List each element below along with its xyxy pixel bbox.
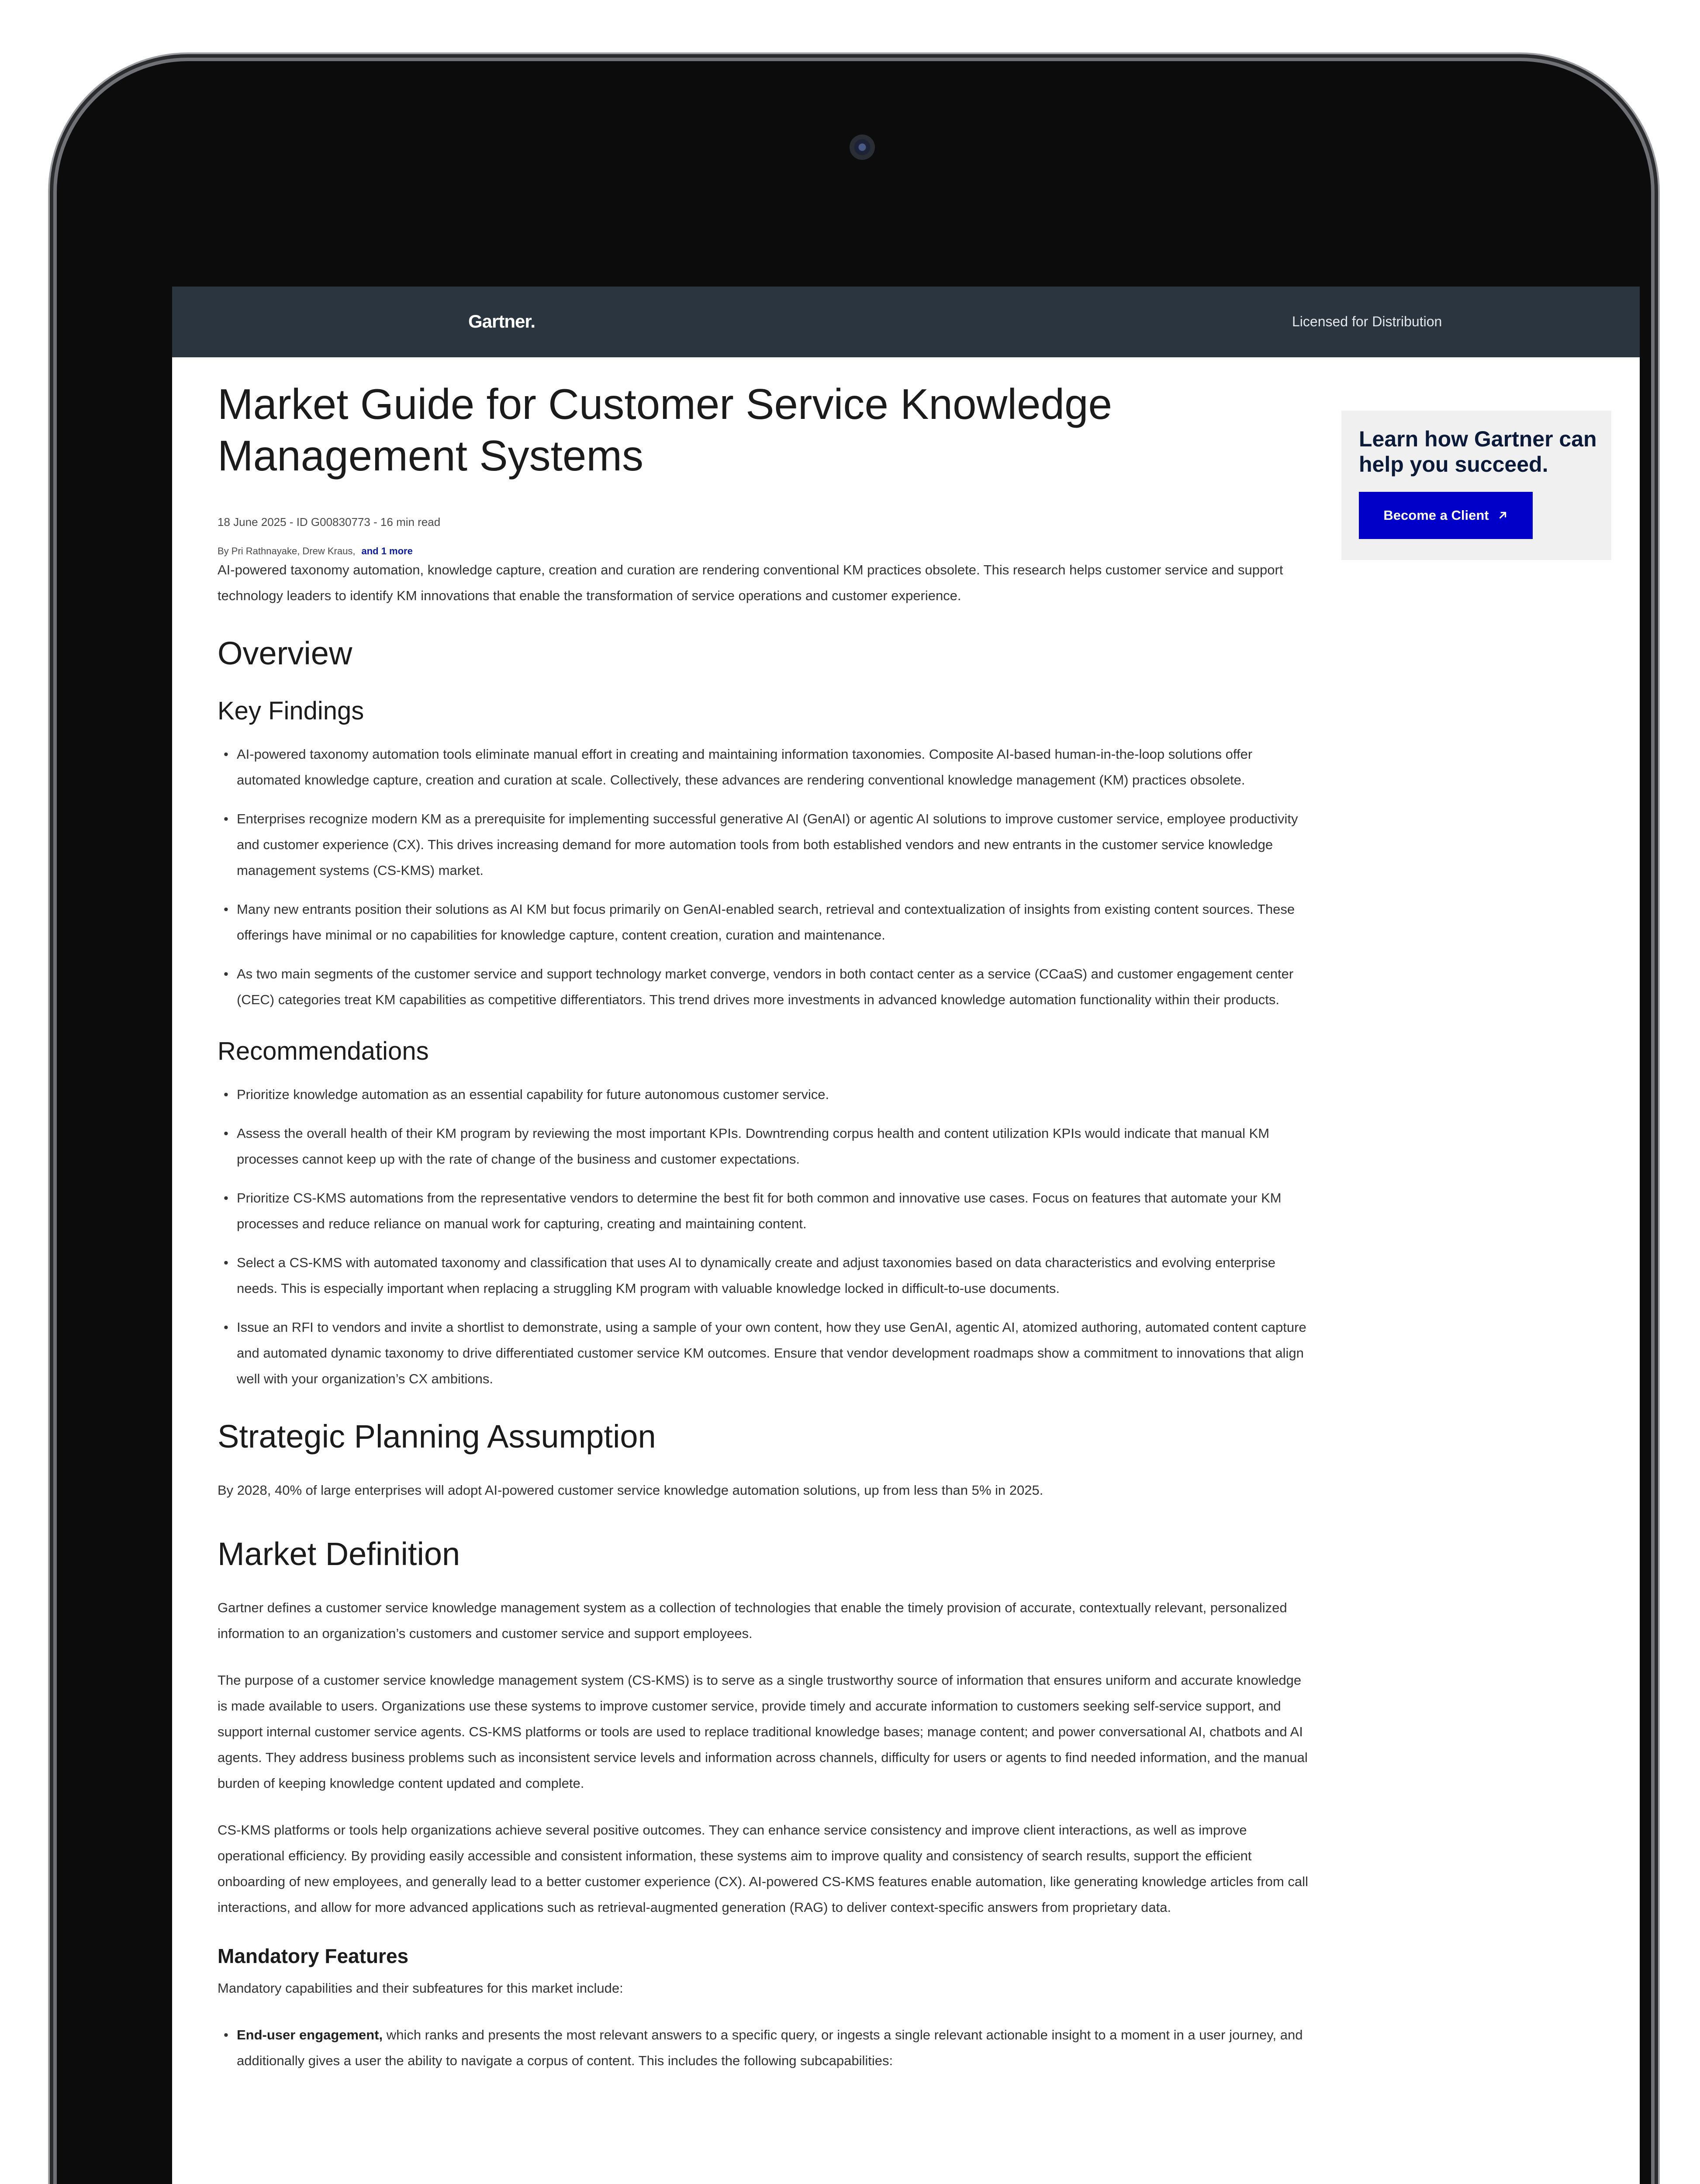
browser-screen — [172, 287, 1640, 2184]
article — [218, 378, 1310, 2087]
more-authors-link[interactable]: and 1 more — [361, 546, 413, 556]
mandatory-intro: Mandatory capabilities and their subfeatures for this market include: — [218, 1980, 623, 1996]
arrow-up-right-icon — [1497, 510, 1508, 521]
key-findings-heading: Key Findings — [218, 697, 364, 725]
spa-text: By 2028, 40% of large enterprises will adopt AI-powered customer service knowledge automation solutions, up from less than 5% in 2025. — [218, 1482, 1043, 1498]
license-text: Licensed for Distribution — [1292, 314, 1442, 329]
feature-description: which ranks and presents the most relevant answers to a specific query, or ingests a single relevant actionable insight to a moment in a user journey, and additionally gives a user the ability to navigate a corpus of content. This includes the following subcapabilities: — [237, 2027, 1303, 2068]
list-item: • Issue an RFI to vendors and invite a shortlist to demonstrate, using a sample of your own content, how they use GenAI, agentic AI, atomized authoring, automated content capture and automated dynamic taxonomy to drive differentiated customer service KM outcomes. Ensure that vendor development roadmaps show a commitment to innovations that align well with your organization’s CX ambitions. — [218, 1314, 1310, 1392]
list-item: • Prioritize knowledge automation as an essential capability for future autonomous customer service. — [218, 1082, 1310, 1107]
market-definition-paragraph: Gartner defines a customer service knowledge management system as a collection of technologies that enable the timely provision of accurate, contextually relevant, personalized information to an organization’s customers and customer service and support employees. — [218, 1600, 1287, 1641]
camera-icon — [850, 135, 875, 160]
list-item: • Select a CS-KMS with automated taxonomy and classification that uses AI to dynamically create and adjust taxonomies based on data characteristics and evolving enterprise needs. This is especially important when replacing a struggling KM program with valuable knowledge locked in difficult-to-use documents. — [218, 1250, 1310, 1301]
feature-name: End-user engagement, — [237, 2027, 383, 2042]
gartner-logo[interactable]: Gartner. — [468, 311, 536, 332]
cta-label: Become a Client — [1383, 508, 1489, 523]
authors-text: By Pri Rathnayake, Drew Kraus, — [218, 546, 356, 556]
list-item: • Enterprises recognize modern KM as a prerequisite for implementing successful generative AI (GenAI) or agentic AI solutions to improve customer service, employee productivity and customer experience (CX). This drives increasing demand for more automation tools from both established vendors and new entrants in the customer service knowledge management systems (CS-KMS) market. — [218, 806, 1310, 883]
list-item: • Assess the overall health of their KM program by reviewing the most important KPIs. Downtrending corpus health and content utilization KPIs would indicate that manual KM processes cannot keep up with the rate of change of the business and customer expectations. — [218, 1120, 1310, 1172]
article-authors — [218, 546, 1310, 557]
become-client-button[interactable] — [1359, 492, 1533, 539]
market-definition-paragraph: CS-KMS platforms or tools help organizations achieve several positive outcomes. They can enhance service consistency and improve client interactions, as well as improve operational efficiency. By providing easily accessible and consistent information, these systems aim to improve quality and consistency of search results, support the efficient onboarding of new employees, and generally lead to a better customer experience (CX). AI-powered CS-KMS features enable automation, like generating knowledge articles from call interactions, and allow for more advanced applications such as retrieval-augmented generation (RAG) to deliver context-specific answers from proprietary data. — [218, 1822, 1308, 1915]
mandatory-features-list — [218, 2022, 1310, 2073]
overview-heading: Overview — [218, 635, 352, 671]
page-title: Market Guide for Customer Service Knowledge Management Systems — [218, 380, 1112, 480]
cta-sidebar — [1341, 411, 1611, 560]
sidebar-title: Learn how Gartner can help you succeed. — [1359, 427, 1597, 477]
list-item: • AI-powered taxonomy automation tools eliminate manual effort in creating and maintaining information taxonomies. Composite AI-based human-in-the-loop solutions offer automated knowledge capture, creation and curation at scale. Collectively, these advances are rendering conventional knowledge management (KM) practices obsolete. — [218, 741, 1310, 793]
spa-heading: Strategic Planning Assumption — [218, 1418, 656, 1455]
mandatory-features-heading: Mandatory Features — [218, 1945, 409, 1967]
site-header — [172, 287, 1640, 357]
list-item — [218, 2022, 1310, 2073]
article-summary: AI-powered taxonomy automation, knowledge capture, creation and curation are rendering conventional KM practices obsolete. This research helps customer service and support technology leaders to identify KM innovations that enable the transformation of service operations and customer experience. — [218, 562, 1283, 603]
list-item: • Many new entrants position their solutions as AI KM but focus primarily on GenAI-enabled search, retrieval and contextualization of insights from existing content sources. These offerings have minimal or no capabilities for knowledge capture, content creation, curation and maintenance. — [218, 896, 1310, 948]
market-definition-paragraph: The purpose of a customer service knowledge management system (CS-KMS) is to serve as a single trustworthy source of information that ensures uniform and accurate knowledge is made available to users. Organizations use these systems to improve customer service, provide timely and accurate information to customers seeking self-service support, and support internal customer service agents. CS-KMS platforms or tools are used to replace traditional knowledge bases; manage content; and power conversational AI, chatbots and AI agents. They address business problems such as inconsistent service levels and information across channels, difficulty for users or agents to find needed information, and the manual burden of keeping knowledge content updated and complete. — [218, 1673, 1308, 1791]
list-item: • Prioritize CS-KMS automations from the representative vendors to determine the best fit for both common and innovative use cases. Focus on features that automate your KM processes and reduce reliance on manual work for capturing, creating and maintaining content. — [218, 1185, 1310, 1237]
recommendations-list — [218, 1082, 1310, 1392]
market-definition-heading: Market Definition — [218, 1536, 460, 1572]
list-item: • As two main segments of the customer service and support technology market converge, vendors in both contact center as a service (CCaaS) and customer engagement center (CEC) categories treat KM capabilities as competitive differentiators. This trend drives more investments in advanced knowledge automation functionality within their products. — [218, 961, 1310, 1013]
key-findings-list — [218, 741, 1310, 1013]
tablet-device — [57, 61, 1651, 2184]
recommendations-heading: Recommendations — [218, 1037, 429, 1065]
article-meta: 18 June 2025 - ID G00830773 - 16 min read — [218, 515, 441, 529]
